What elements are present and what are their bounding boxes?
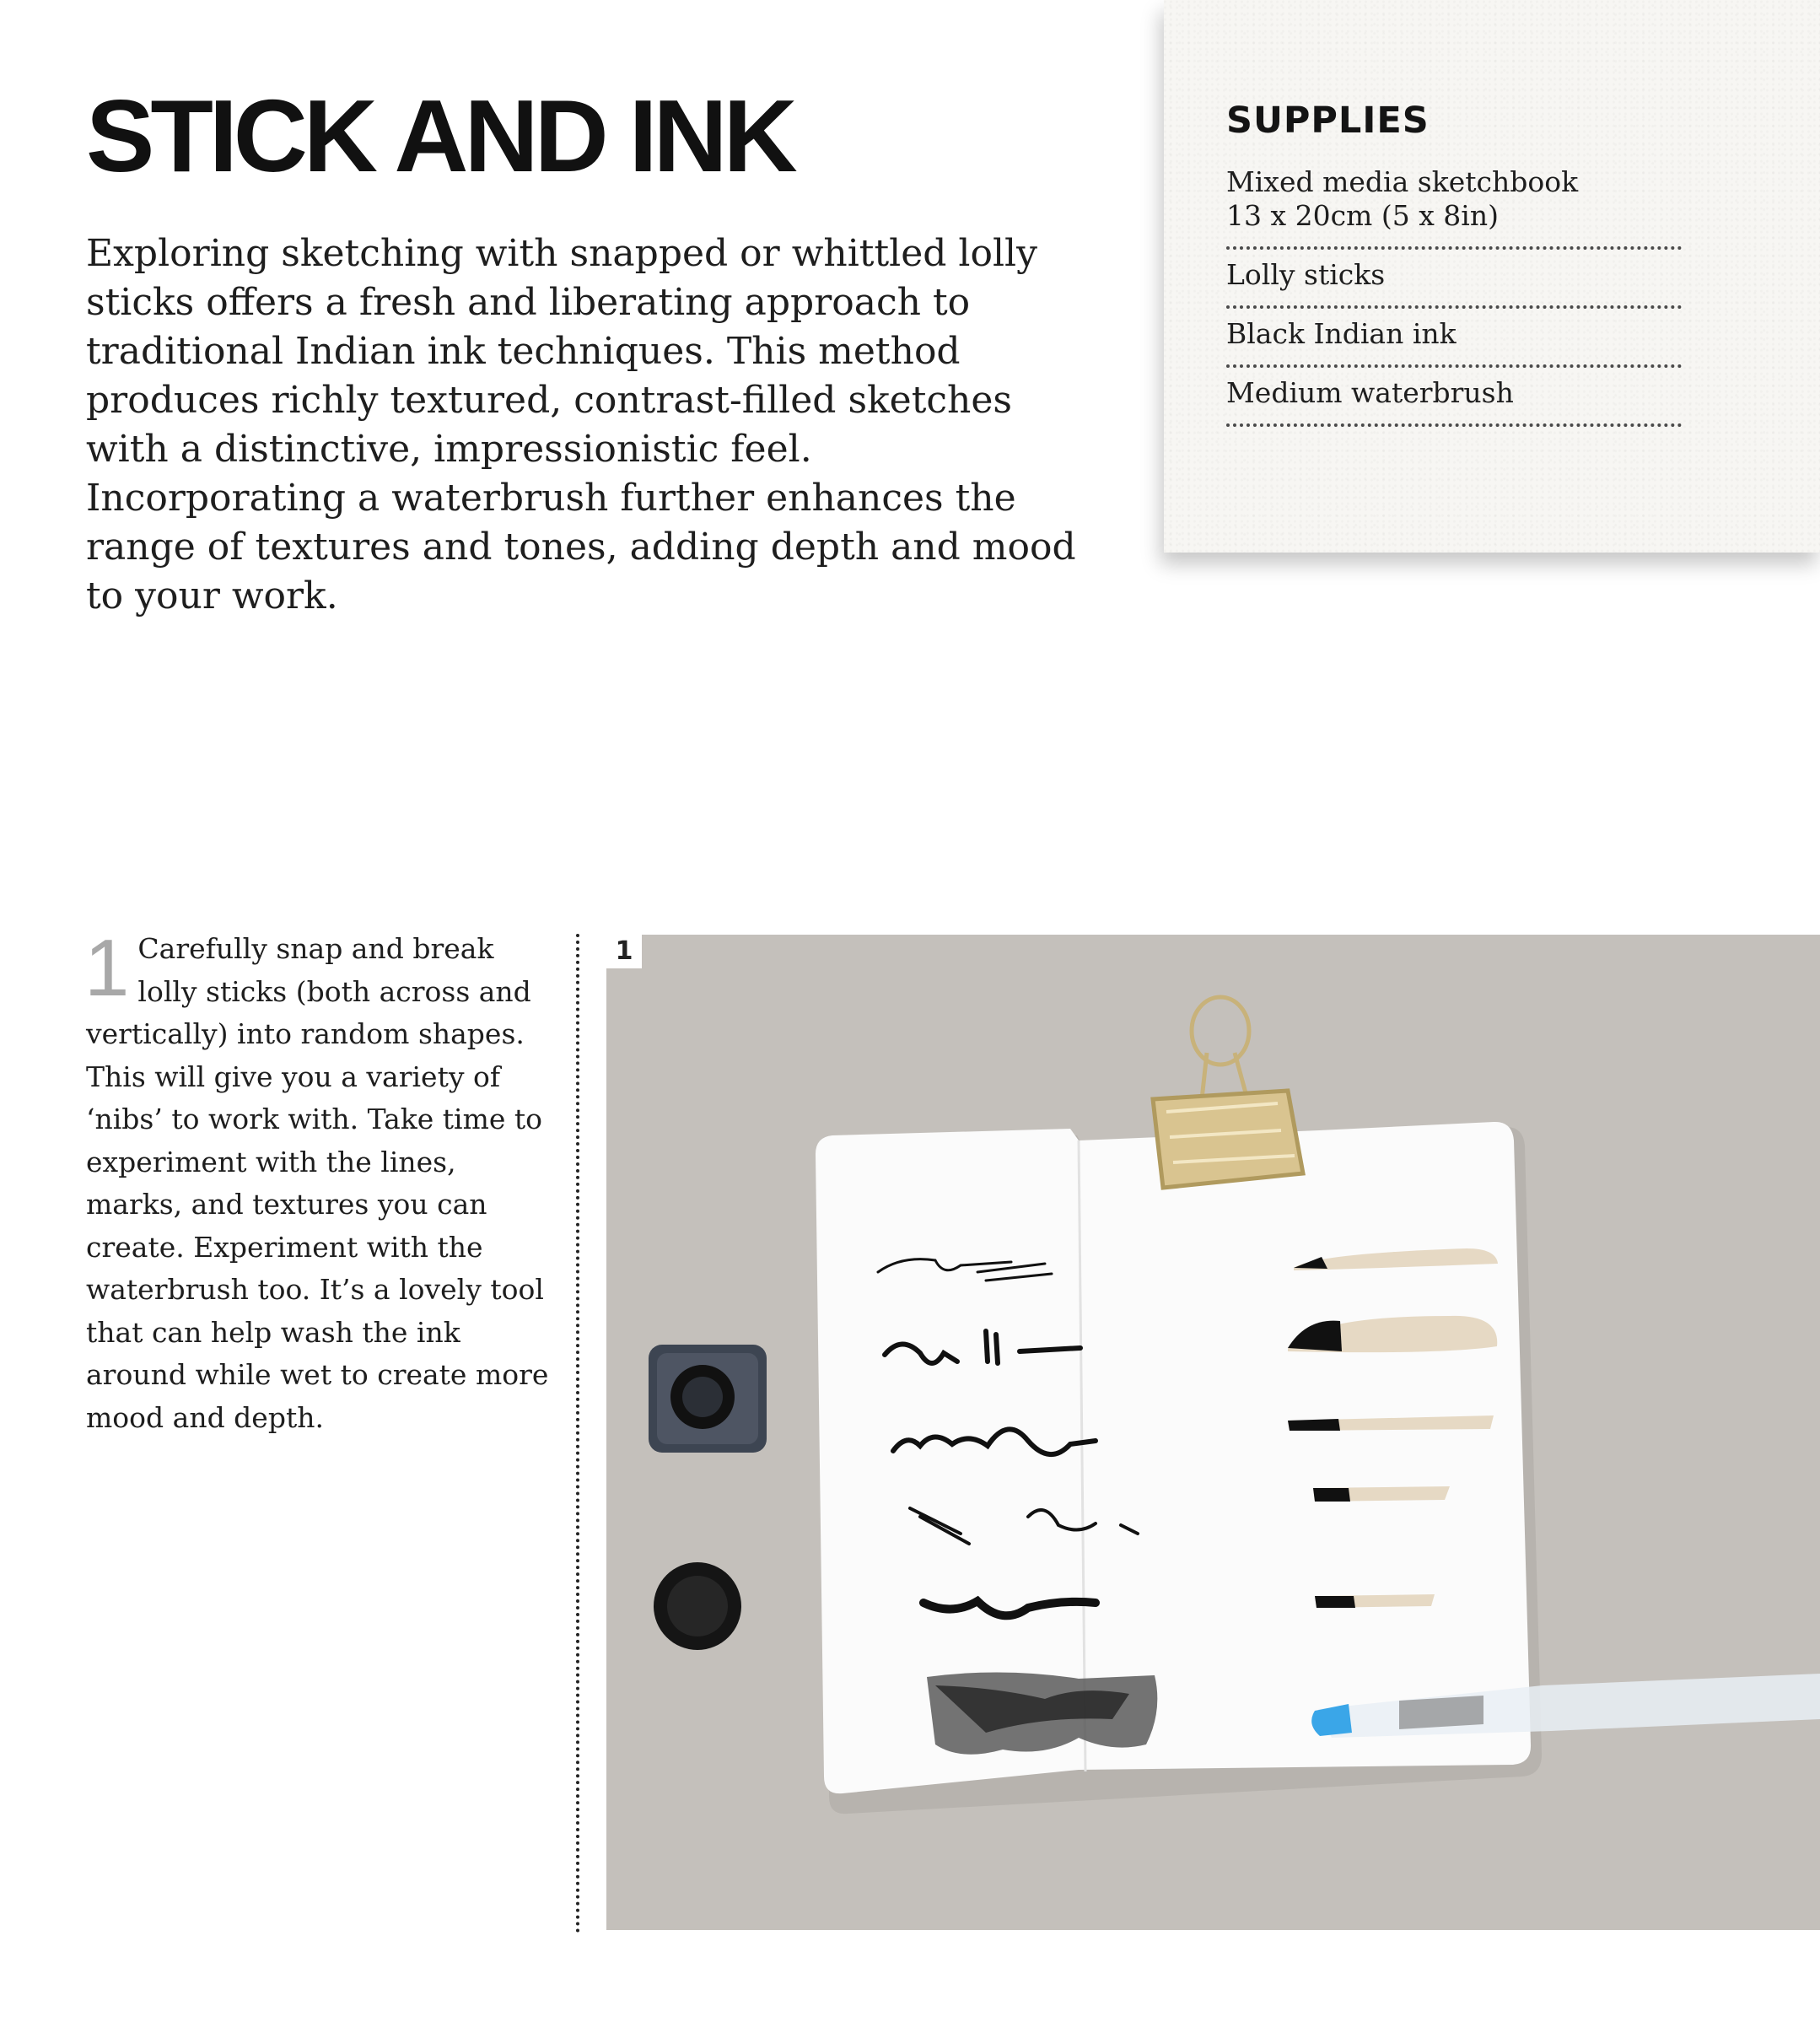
step-1 (84, 923, 554, 1439)
supply-item: Black Indian ink (1226, 317, 1682, 368)
step-text: Carefully snap and break lolly sticks (both across and vertically) into random shapes. This will give you a variety of ‘nibs’ to work with. Take time to experiment with the lines, marks, and textures you can create. Experiment with the waterbrush too. It’s a lovely tool that can help wash the ink around while wet to create more mood and depth. (86, 932, 549, 1434)
supplies-heading: SUPPLIES (1226, 100, 1430, 142)
ink-bottle-cap (654, 1562, 741, 1650)
step-number: 1 (84, 923, 130, 1013)
step-photo (606, 935, 1820, 1930)
ink-bottle (649, 1345, 767, 1453)
supply-item: Medium waterbrush (1226, 376, 1682, 427)
intro-paragraph: Exploring sketching with snapped or whittled lolly sticks offers a fresh and liberating approach to traditional Indian ink techniques. This method produces richly textured, contrast-filled sketches with a distinctive, impressionistic feel. Incorporating a waterbrush further enhances the range of textures and tones, adding depth and mood to your work. (86, 232, 1076, 617)
dotted-divider (576, 934, 579, 1933)
supplies-list (1226, 165, 1682, 435)
supply-item: Mixed media sketchbook 13 x 20cm (5 x 8in) (1226, 165, 1682, 250)
page-title: STICK AND INK (86, 78, 794, 193)
photo-number-label: 1 (606, 935, 642, 968)
supply-item: Lolly sticks (1226, 258, 1682, 309)
supplies-card (1164, 0, 1820, 553)
